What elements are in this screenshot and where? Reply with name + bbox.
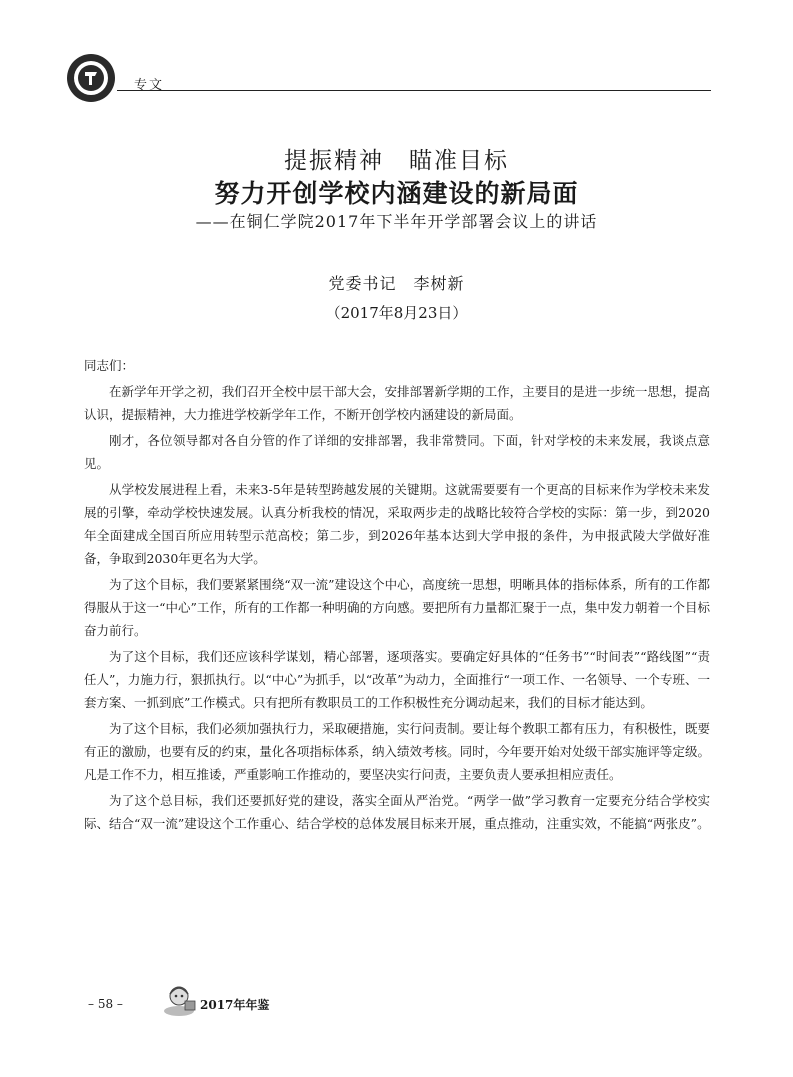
subtitle: ——在铜仁学院2017年下半年开学部署会议上的讲话	[195, 212, 598, 231]
speech-body	[84, 354, 710, 838]
title-line-2: 努力开创学校内涵建设的新局面	[214, 179, 579, 208]
yearbook-title: 2017年年鉴	[200, 998, 270, 1012]
paragraph: 为了这个总目标，我们还要抓好党的建设，落实全面从严治党。“两学一做”学习教育一定要充分结合学校实际、结合“双一流”建设这个工作重心、结合学校的总体发展目标来开展，重点推动，注重实效，不能搞“两张皮”。	[84, 793, 710, 831]
title-line-1: 提振精神 瞄准目标	[284, 148, 509, 174]
page-number: – 58 –	[88, 997, 123, 1011]
salutation: 同志们：	[84, 358, 135, 373]
paragraph: 为了这个目标，我们要紧紧围绕“双一流”建设这个中心，高度统一思想，明晰具体的指标体系，所有的工作都得服从于这一“中心”工作，所有的工作都一种明确的方向感。要把所有力量都汇聚于一点，集中发力朝着一个目标奋力前行。	[84, 577, 710, 638]
paragraph: 在新学年开学之初，我们召开全校中层干部大会，安排部署新学期的工作，主要目的是进一步统一思想，提高认识，提振精神，大力推进学校新学年工作，不断开创学校内涵建设的新局面。	[84, 384, 710, 422]
paragraph: 从学校发展进程上看，未来3-5年是转型跨越发展的关键期。这就需要要有一个更高的目标来作为学校未来发展的引擎，牵动学校快速发展。认真分析我校的情况，采取两步走的战略比较符合学校的实际：第一步，到2020年全面建成全国百所应用转型示范高校；第二步，到2026年基本达到大学申报的条件，为申报武陵大学做好准备，争取到2030年更名为大学。	[84, 482, 710, 566]
paragraph: 刚才，各位领导都对各自分管的作了详细的安排部署，我非常赞同。下面，针对学校的未来发展，我谈点意见。	[84, 433, 710, 471]
section-tag: 专文	[134, 78, 165, 93]
header-divider	[117, 90, 711, 91]
author-line: 党委书记 李树新	[328, 274, 465, 293]
paragraph: 为了这个目标，我们必须加强执行力，采取硬措施，实行问责制。要让每个教职工都有压力，有积极性，既要有正的激励，也要有反的约束，量化各项指标体系，纳入绩效考核。同时，今年要开始对处级干部实施评等定级。凡是工作不力，相互推诿，严重影响工作推动的，要坚决实行问责，主要负责人要承担相应责任。	[84, 721, 710, 782]
speech-date: （2017年8月23日）	[325, 304, 468, 322]
paragraph: 为了这个目标，我们还应该科学谋划，精心部署，逐项落实。要确定好具体的“任务书”“时间表”“路线图”“责任人”，力施力行，狠抓执行。以“中心”为抓手，以“改革”为动力，全面推行“一项工作、一名领导、一个专班、一套方案、一抓到底”工作模式。只有把所有教职员工的工作积极性充分调动起来，我们的目标才能达到。	[84, 649, 710, 710]
yearbook-mascot-icon	[160, 984, 198, 1018]
university-seal-logo	[65, 52, 117, 104]
